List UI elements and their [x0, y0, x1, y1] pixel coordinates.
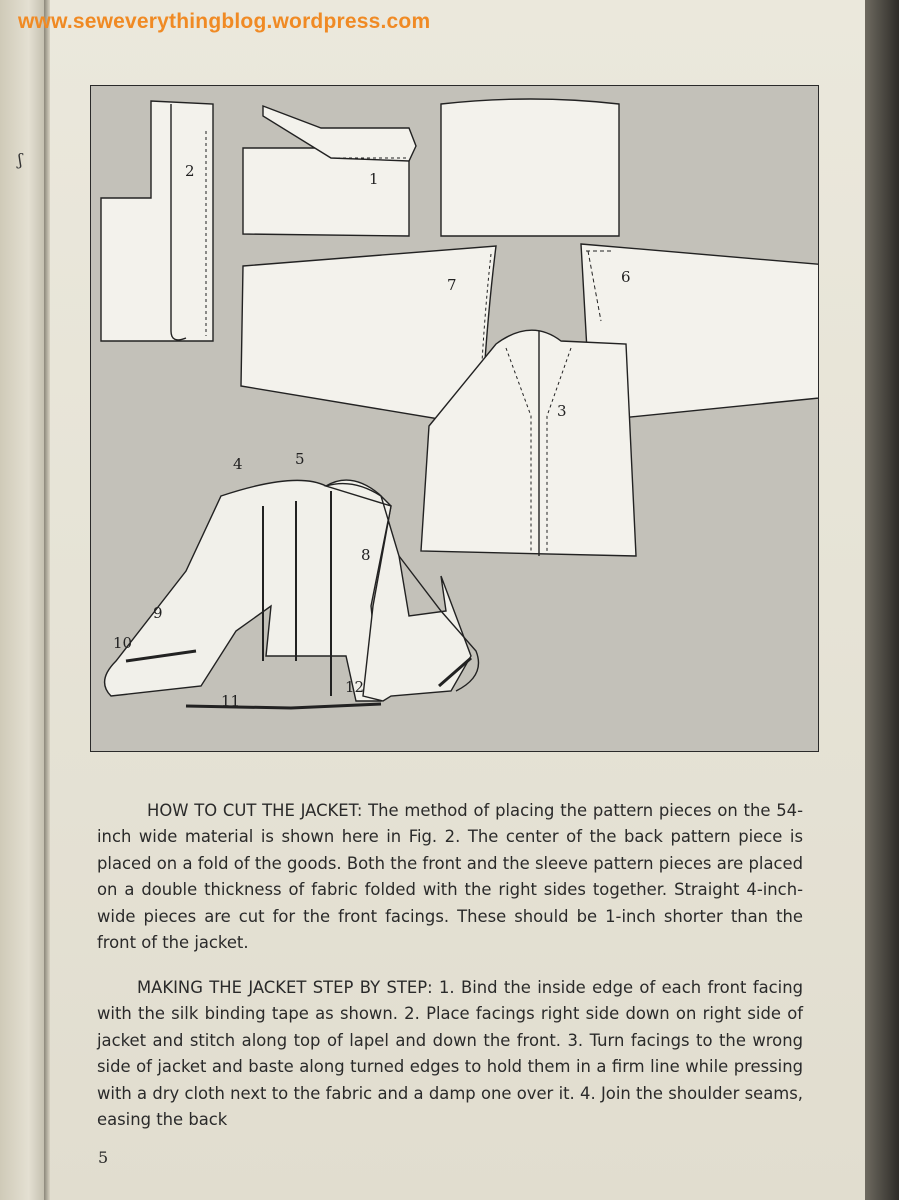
left-page-edge: [0, 0, 48, 1200]
figure-label-12: 12: [345, 678, 365, 696]
finished-jacket-left: [105, 480, 391, 701]
figure-label-2: 2: [185, 162, 195, 180]
figure-label-4: 4: [233, 455, 243, 473]
figure-label-6: 6: [621, 268, 631, 286]
figure-label-7: 7: [447, 276, 457, 294]
margin-mark: ʃ: [18, 150, 23, 169]
figure-label-5: 5: [295, 450, 305, 468]
figure-label-9: 9: [153, 604, 163, 622]
pattern-piece-collar: [243, 148, 409, 236]
pattern-layout-figure: [90, 85, 819, 752]
body-paragraph-cutting: HOW TO CUT THE JACKET: The method of placing the pattern pieces on the 54-inch wide material is shown here in Fig. 2. The center of the back pattern piece is placed on a fold of the goods. Both the front and the sleeve pattern pieces are placed on a double thickness of fabric folded with the right sides together. Straight 4-inch-wide pieces are cut for the front facings. These should be 1-inch shorter than the front of the jacket.: [97, 801, 803, 953]
figure-label-11: 11: [221, 692, 241, 710]
pattern-piece-facing: [101, 101, 213, 341]
body-paragraph-steps: MAKING THE JACKET STEP BY STEP: 1. Bind the inside edge of each front facing with the silk binding tape as shown. 2. Place facings right side down on right side of jacket and stitch along top of lapel and down the front. 3. Turn facings to the wrong side of jacket and baste along turned edges to hold them in a firm line while pressing with a dry cloth next to the fabric and a damp one over it. 4. Join the shoulder seams, easing the back: [97, 978, 803, 1130]
figure-label-1: 1: [369, 170, 379, 188]
page-right-shadow: [865, 0, 899, 1200]
figure-label-10: 10: [113, 634, 133, 652]
figure-label-3: 3: [557, 402, 567, 420]
watermark-url: www.seweverythingblog.wordpress.com: [18, 10, 431, 33]
figure-label-8: 8: [361, 546, 371, 564]
pattern-piece-back: [441, 99, 619, 236]
pattern-illustration: [91, 86, 818, 751]
page-number: 5: [98, 1148, 109, 1167]
